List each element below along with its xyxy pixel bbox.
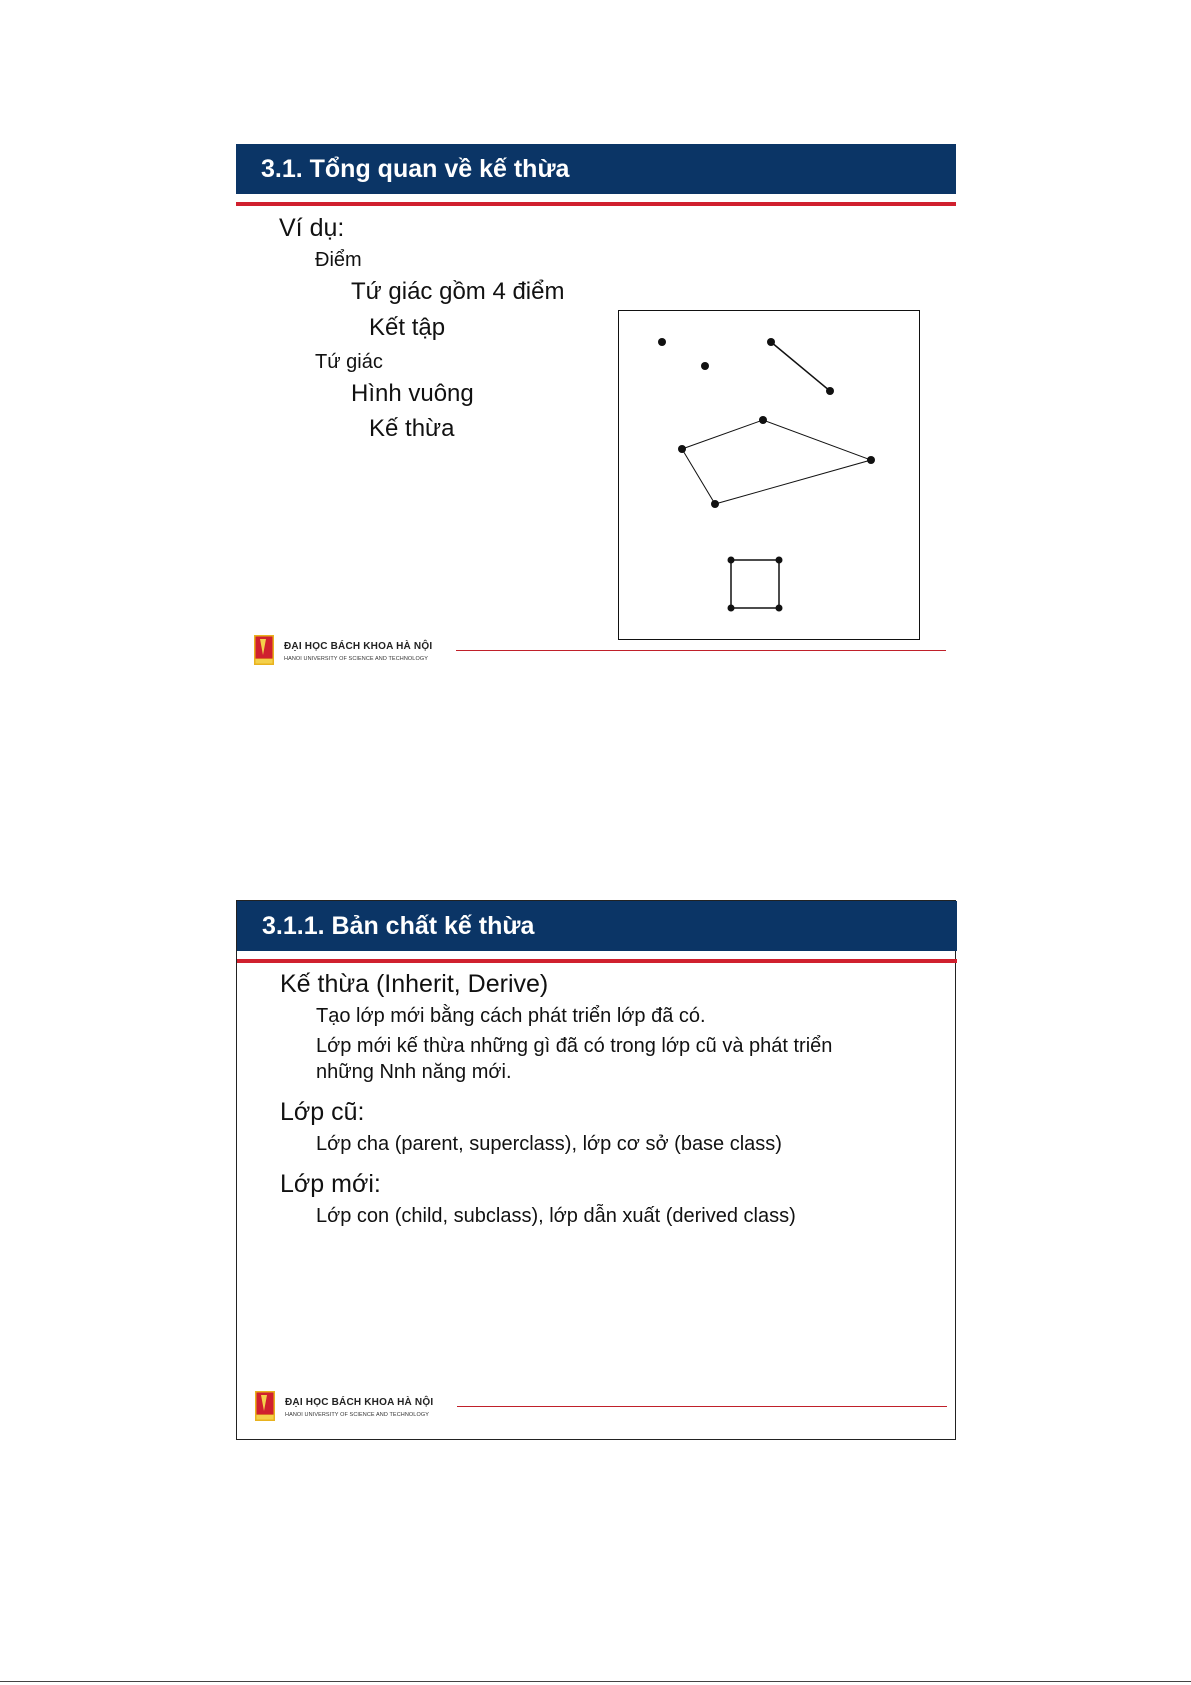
square-vertex xyxy=(776,557,783,564)
slide-overview xyxy=(236,144,956,684)
point-dot xyxy=(658,338,666,346)
bullet-quad: Tứ giác xyxy=(315,351,383,373)
heading-inherit: Kế thừa (Inherit, Derive) xyxy=(280,970,549,998)
segment-endpoint xyxy=(826,387,834,395)
example-label: Ví dụ: xyxy=(279,214,345,242)
title-underline xyxy=(236,202,956,206)
university-name-en: HANOI UNIVERSITY OF SCIENCE AND TECHNOLOGY xyxy=(285,1412,429,1418)
bullet-inheritance: Kế thừa xyxy=(369,415,455,442)
footer-rule xyxy=(457,1406,947,1407)
heading-new-class: Lớp mới: xyxy=(280,1170,381,1198)
new-class-desc: Lớp con (child, subclass), lớp dẫn xuất (derived class) xyxy=(316,1205,796,1227)
university-name-en: HANOI UNIVERSITY OF SCIENCE AND TECHNOLOGY xyxy=(284,656,428,662)
inherit-point-2: Lớp mới kế thừa những gì đã có trong lớp cũ và phát triển xyxy=(316,1035,833,1057)
square-vertex xyxy=(728,557,735,564)
university-name: ĐẠI HỌC BÁCH KHOA HÀ NỘI xyxy=(285,1397,434,1408)
page-bottom-rule xyxy=(0,1681,1191,1682)
university-logo xyxy=(255,1391,275,1421)
inherit-point-1: Tạo lớp mới bằng cách phát triển lớp đã có. xyxy=(316,1005,706,1027)
slide-title: 3.1.1. Bản chất kế thừa xyxy=(237,901,957,951)
square-vertex xyxy=(728,605,735,612)
bullet-aggregation: Kết tập xyxy=(369,314,446,341)
diagram-frame xyxy=(619,311,920,640)
bullet-quad-of-points: Tứ giác gồm 4 điểm xyxy=(351,278,565,305)
quad-vertex xyxy=(867,456,875,464)
footer-rule xyxy=(456,650,946,651)
square-vertex xyxy=(776,605,783,612)
slide-title: 3.1. Tổng quan về kế thừa xyxy=(236,144,956,194)
point-dot xyxy=(701,362,709,370)
title-underline xyxy=(237,959,957,963)
old-class-desc: Lớp cha (parent, superclass), lớp cơ sở (base class) xyxy=(316,1133,782,1155)
quad-vertex xyxy=(759,416,767,424)
university-name: ĐẠI HỌC BÁCH KHOA HÀ NỘI xyxy=(284,641,433,652)
heading-old-class: Lớp cũ: xyxy=(280,1098,365,1126)
bullet-square: Hình vuông xyxy=(351,380,474,407)
bullet-point: Điểm xyxy=(315,249,362,271)
inherit-point-2-cont: những Nnh năng mới. xyxy=(316,1061,512,1083)
university-logo xyxy=(254,635,274,665)
slide-inheritance-nature xyxy=(236,900,956,1440)
geometry-diagram xyxy=(618,310,920,640)
quad-vertex xyxy=(711,500,719,508)
quad-vertex xyxy=(678,445,686,453)
segment-endpoint xyxy=(767,338,775,346)
